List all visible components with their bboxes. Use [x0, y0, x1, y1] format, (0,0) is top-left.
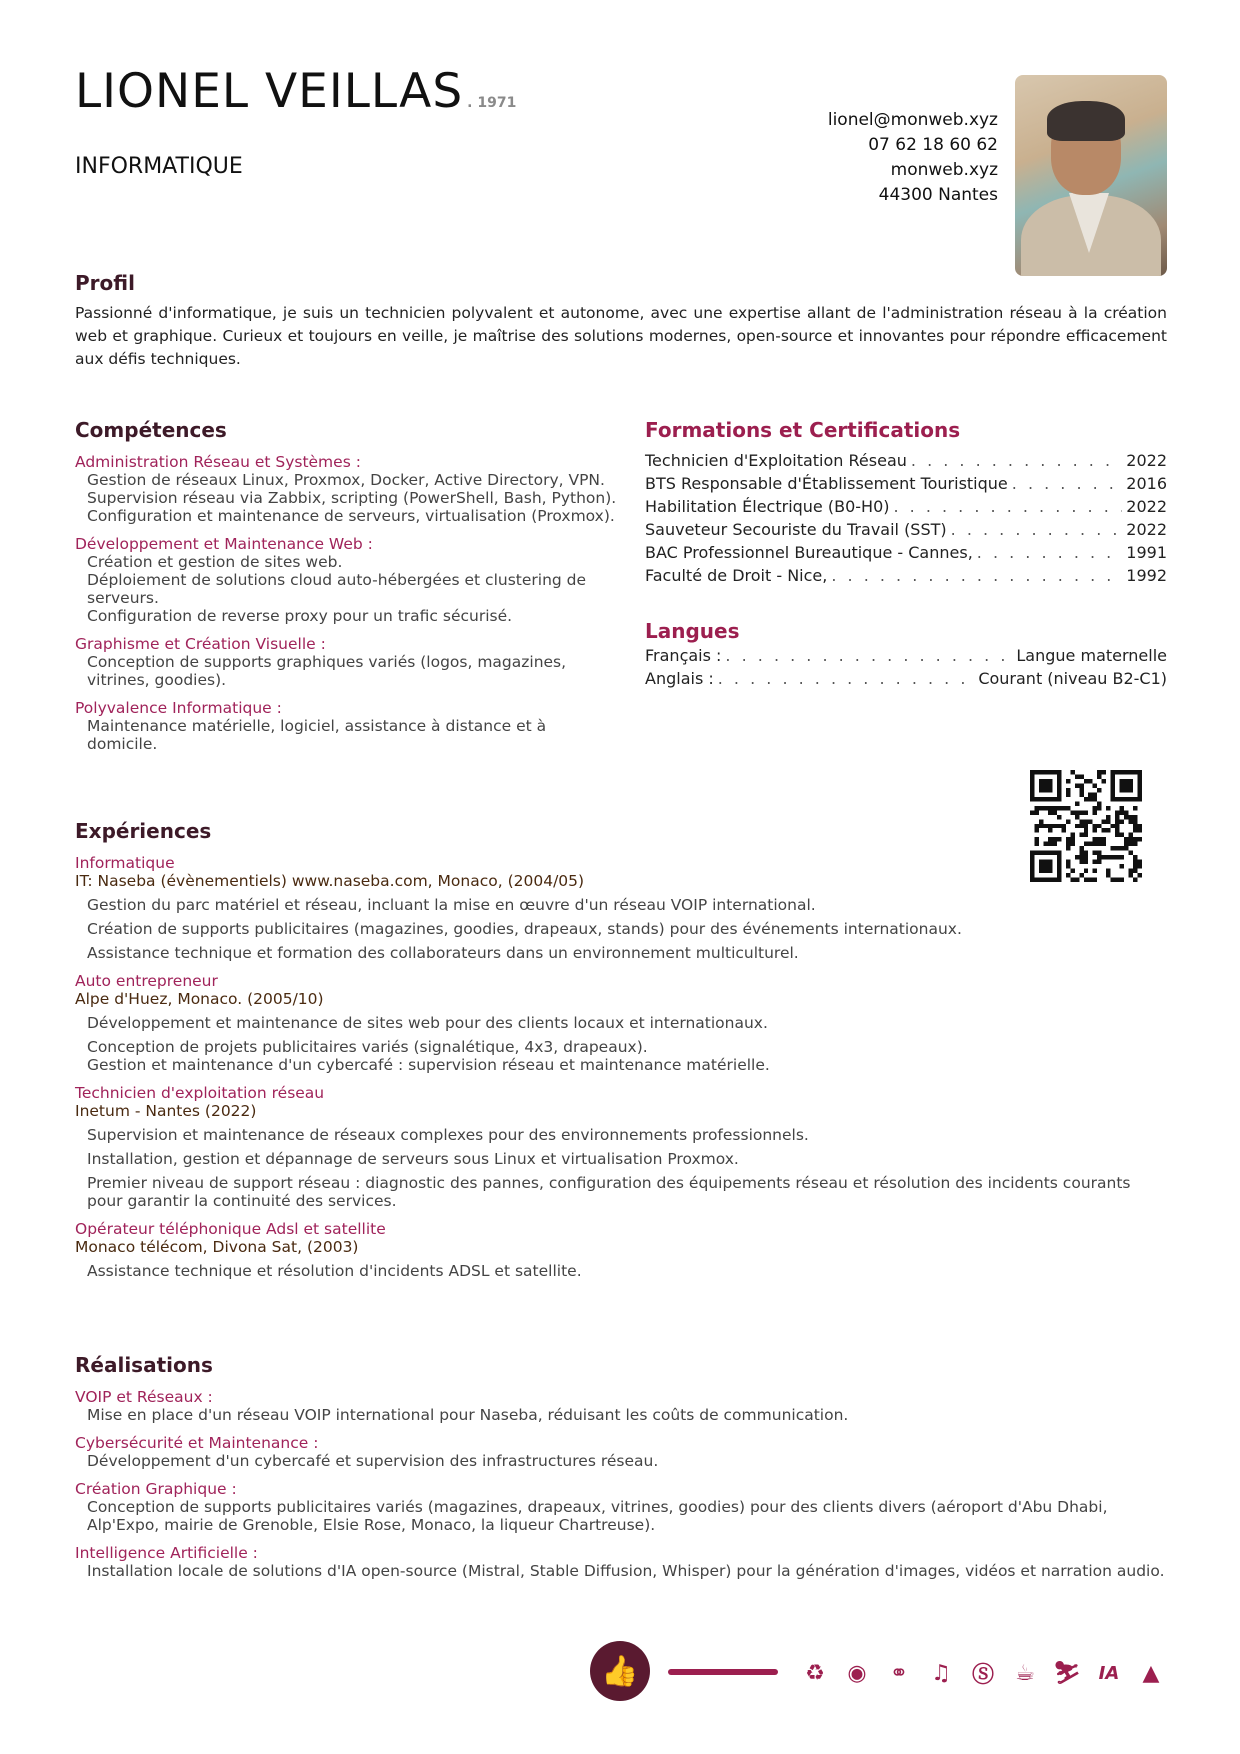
qr-module: [1039, 819, 1043, 823]
qr-module: [1039, 824, 1043, 828]
qr-module: [1048, 828, 1052, 832]
formation-row: [645, 564, 1167, 587]
job-company: Monaco télécom, Divona Sat, (2003): [75, 1238, 359, 1256]
wordpress-icon: Ⓢ: [971, 1662, 994, 1688]
achievements-list: [75, 1388, 1167, 1580]
qr-module: [1115, 810, 1119, 814]
qr-module: [1079, 846, 1083, 850]
qr-module: [1061, 828, 1065, 832]
qr-module: [1061, 806, 1065, 810]
achievement-item: Installation locale de solutions d'IA open-source (Mistral, Stable Diffusion, Whisper) pour la génération d'images, vidéos et narration audio.: [87, 1562, 1165, 1580]
profile-text: Passionné d'informatique, je suis un technicien polyvalent et autonome, avec une expertise allant de l'administration réseau à la création web et graphique. Curieux et toujours en veille, je maîtrise des solutions modernes, open-source et innovantes pour répondre efficacement aux défis techniques.: [75, 304, 1167, 368]
qr-module: [1124, 815, 1128, 819]
qr-module: [1097, 788, 1101, 792]
skill-item: Déploiement de solutions cloud auto-hébergées et clustering de serveurs.: [87, 571, 587, 607]
qr-module: [1093, 828, 1097, 832]
job-task: Création de supports publicitaires (magazines, goodies, drapeaux, stands) pour des événements internationaux.: [87, 920, 962, 938]
skill-group-title: Graphisme et Création Visuelle :: [75, 635, 326, 653]
qr-module: [1066, 846, 1070, 850]
formation-year: 2022: [1126, 520, 1167, 539]
achievements-heading: Réalisations: [75, 1353, 213, 1377]
qr-module: [1066, 842, 1070, 846]
qr-module: [1102, 842, 1106, 846]
qr-module: [1070, 810, 1074, 814]
job-task: Développement et maintenance de sites web pour des clients locaux et internationaux.: [87, 1014, 768, 1032]
job-task: Conception de projets publicitaires variés (signalétique, 4x3, drapeaux).: [87, 1038, 648, 1056]
skill-group-title: Développement et Maintenance Web :: [75, 535, 373, 553]
formation-year: 1991: [1126, 543, 1167, 562]
qr-module: [1079, 783, 1083, 787]
qr-module: [1066, 819, 1070, 823]
skill-item: Conception de supports graphiques variés (logos, magazines, vitrines, goodies).: [87, 653, 567, 689]
languages-list: [645, 644, 1167, 690]
qr-module: [1115, 819, 1119, 823]
qr-module: [1138, 824, 1142, 828]
achievement-item: Développement d'un cybercafé et supervision des infrastructures réseau.: [87, 1452, 659, 1470]
formation-row: [645, 518, 1167, 541]
qr-module: [1133, 819, 1137, 823]
qr-module: [1079, 819, 1083, 823]
skill-group-title: Polyvalence Informatique :: [75, 699, 282, 717]
hobbies-bar: [590, 1636, 1170, 1706]
qr-module: [1084, 828, 1088, 832]
qr-module: [1097, 774, 1101, 778]
qr-module: [1093, 806, 1097, 810]
qr-module: [1133, 837, 1137, 841]
job-title: Informatique: [75, 854, 175, 872]
skill-item: Création et gestion de sites web.: [87, 553, 343, 571]
formation-year: 2016: [1126, 474, 1167, 493]
qr-module: [1102, 828, 1106, 832]
linux-icon: ▲: [1142, 1660, 1160, 1686]
skill-group-title: Administration Réseau et Systèmes :: [75, 453, 361, 471]
job-task: Gestion et maintenance d'un cybercafé : supervision réseau et maintenance matérielle.: [87, 1056, 770, 1074]
skier-icon: ⛷: [1053, 1660, 1081, 1686]
qr-module: [1057, 806, 1061, 810]
qr-finder-center: [1039, 779, 1052, 792]
city: 44300 Nantes: [878, 185, 998, 205]
qr-module: [1070, 770, 1074, 774]
qr-module: [1088, 779, 1092, 783]
qr-module: [1093, 810, 1097, 814]
language-level: Langue maternelle: [1016, 646, 1167, 665]
formations-heading: Formations et Certifications: [645, 418, 961, 442]
qr-module: [1052, 806, 1056, 810]
qr-module: [1111, 824, 1115, 828]
language-row: [645, 667, 1167, 690]
qr-module: [1106, 815, 1110, 819]
qr-module: [1043, 824, 1047, 828]
qr-module: [1133, 806, 1137, 810]
formation-label: BAC Professionnel Bureautique - Cannes,: [645, 543, 973, 562]
qr-module: [1102, 779, 1106, 783]
formation-year: 2022: [1126, 451, 1167, 470]
formation-year: 1992: [1126, 566, 1167, 585]
job-company: Alpe d'Huez, Monaco. (2005/10): [75, 990, 324, 1008]
experiences-list: [75, 854, 1167, 1280]
qr-module: [1115, 815, 1119, 819]
job-title: Opérateur téléphonique Adsl et satellite: [75, 1220, 386, 1238]
qr-module: [1106, 828, 1110, 832]
qr-module: [1084, 779, 1088, 783]
recycle-icon: ♻: [805, 1660, 825, 1686]
qr-module: [1048, 806, 1052, 810]
qr-module: [1075, 824, 1079, 828]
qr-module: [1066, 788, 1070, 792]
qr-module: [1048, 842, 1052, 846]
formation-row: [645, 495, 1167, 518]
guitar-icon: ♫: [931, 1660, 951, 1686]
qr-module: [1129, 837, 1133, 841]
qr-module: [1057, 837, 1061, 841]
qr-module: [1102, 770, 1106, 774]
qr-module: [1129, 833, 1133, 837]
skills-heading: Compétences: [75, 418, 227, 442]
qr-module: [1048, 824, 1052, 828]
qr-module: [1093, 792, 1097, 796]
qr-module: [1102, 837, 1106, 841]
qr-module: [1133, 842, 1137, 846]
formation-row: [645, 449, 1167, 472]
qr-module: [1097, 801, 1101, 805]
qr-module: [1120, 846, 1124, 850]
language-level: Courant (niveau B2-C1): [978, 669, 1167, 688]
qr-module: [1111, 846, 1115, 850]
job-task: Gestion du parc matériel et réseau, incluant la mise en œuvre d'un réseau VOIP international.: [87, 896, 816, 914]
qr-module: [1097, 837, 1101, 841]
qr-module: [1088, 792, 1092, 796]
job-task: Assistance technique et résolution d'incidents ADSL et satellite.: [87, 1262, 582, 1280]
qr-module: [1066, 792, 1070, 796]
qr-module: [1066, 779, 1070, 783]
qr-module: [1093, 797, 1097, 801]
qr-module: [1106, 819, 1110, 823]
contact-block: [828, 108, 998, 208]
profile-photo: [1015, 75, 1167, 276]
qr-module: [1088, 797, 1092, 801]
qr-module: [1097, 806, 1101, 810]
qr-module: [1129, 819, 1133, 823]
qr-module: [1034, 837, 1038, 841]
qr-module: [1070, 837, 1074, 841]
candidate-name: [75, 64, 516, 119]
skill-item: Configuration et maintenance de serveurs, virtualisation (Proxmox).: [87, 507, 615, 525]
achievement-item: Conception de supports publicitaires variés (magazines, drapeaux, vitrines, goodies) pour des clients divers (aéroport d'Abu Dhabi, Alp'Expo, mairie de Grenoble, Elsie Rose, Monaco, la liqueur Chartreuse).: [87, 1498, 1108, 1534]
qr-module: [1084, 842, 1088, 846]
qr-module: [1079, 824, 1083, 828]
bicycle-icon: ⚭: [889, 1660, 909, 1686]
phone-number[interactable]: 07 62 18 60 62: [868, 135, 998, 155]
qr-module: [1034, 828, 1038, 832]
chef-hat-icon: ☕: [1015, 1660, 1035, 1686]
qr-module: [1039, 806, 1043, 810]
qr-module: [1084, 797, 1088, 801]
qr-module: [1138, 837, 1142, 841]
qr-module: [1079, 833, 1083, 837]
qr-module: [1093, 783, 1097, 787]
achievement-title: Cybersécurité et Maintenance :: [75, 1434, 319, 1452]
qr-module: [1088, 819, 1092, 823]
qr-module: [1133, 828, 1137, 832]
qr-module: [1075, 783, 1079, 787]
skill-item: Gestion de réseaux Linux, Proxmox, Docker, Active Directory, VPN.: [87, 471, 605, 489]
qr-module: [1057, 824, 1061, 828]
achievement-title: VOIP et Réseaux :: [75, 1388, 213, 1406]
skill-item: Configuration de reverse proxy pour un trafic sécurisé.: [87, 607, 513, 625]
qr-module: [1097, 770, 1101, 774]
qr-module: [1093, 837, 1097, 841]
qr-module: [1043, 842, 1047, 846]
language-label: Anglais :: [645, 669, 714, 688]
qr-module: [1079, 792, 1083, 796]
qr-module: [1124, 810, 1128, 814]
qr-module: [1120, 810, 1124, 814]
qr-module: [1030, 810, 1034, 814]
qr-module: [1043, 806, 1047, 810]
qr-module: [1070, 833, 1074, 837]
qr-finder-center: [1120, 779, 1133, 792]
achievement-item: Mise en place d'un réseau VOIP international pour Naseba, réduisant les coûts de communication.: [87, 1406, 849, 1424]
qr-module: [1070, 842, 1074, 846]
qr-module: [1088, 842, 1092, 846]
qr-module: [1052, 837, 1056, 841]
languages-heading: Langues: [645, 619, 740, 643]
qr-module: [1061, 824, 1065, 828]
formation-row: [645, 472, 1167, 495]
photo-hair: [1047, 101, 1125, 141]
job-task: Installation, gestion et dépannage de serveurs sous Linux et virtualisation Proxmox.: [87, 1150, 739, 1168]
skills-list: [75, 453, 620, 753]
formation-label: BTS Responsable d'Établissement Touristique: [645, 474, 1008, 493]
qr-module: [1124, 846, 1128, 850]
qr-module: [1052, 810, 1056, 814]
experiences-heading: Expériences: [75, 819, 212, 843]
job-title: Technicien d'exploitation réseau: [75, 1084, 325, 1102]
qr-module: [1129, 815, 1133, 819]
qr-module: [1097, 842, 1101, 846]
formation-label: Faculté de Droit - Nice,: [645, 566, 828, 585]
qr-module: [1052, 824, 1056, 828]
profile-heading: Profil: [75, 271, 135, 295]
birth-year: . 1971: [467, 95, 517, 111]
qr-module: [1133, 824, 1137, 828]
qr-module: [1075, 815, 1079, 819]
job-title: Auto entrepreneur: [75, 972, 218, 990]
job-task: Premier niveau de support réseau : diagnostic des pannes, configuration des équipements réseau et résolution des incidents courants pour garantir la continuité des services.: [87, 1174, 1131, 1210]
qr-module: [1057, 815, 1061, 819]
qr-module: [1120, 833, 1124, 837]
qr-module: [1120, 806, 1124, 810]
qr-module: [1048, 837, 1052, 841]
qr-module: [1034, 810, 1038, 814]
qr-module: [1075, 801, 1079, 805]
qr-module: [1102, 819, 1106, 823]
qr-module: [1084, 833, 1088, 837]
qr-module: [1124, 842, 1128, 846]
job-task: Supervision et maintenance de réseaux complexes pour des environnements professionnels.: [87, 1126, 809, 1144]
qr-module: [1115, 846, 1119, 850]
formation-label: Sauveteur Secouriste du Travail (SST): [645, 520, 947, 539]
qr-module: [1079, 788, 1083, 792]
qr-module: [1034, 806, 1038, 810]
skill-item: Maintenance matérielle, logiciel, assistance à distance et à domicile.: [87, 717, 547, 753]
website-link[interactable]: monweb.xyz: [890, 160, 998, 180]
qr-module: [1115, 828, 1119, 832]
name-text: LIONEL VEILLAS: [75, 64, 464, 119]
formations-list: [645, 449, 1167, 587]
job-company: Inetum - Nantes (2022): [75, 1102, 257, 1120]
qr-module: [1075, 774, 1079, 778]
formation-year: 2022: [1126, 497, 1167, 516]
qr-module: [1084, 824, 1088, 828]
qr-module: [1129, 842, 1133, 846]
globe-icon: ◉: [847, 1660, 867, 1686]
qr-module: [1124, 837, 1128, 841]
email-link[interactable]: lionel@monweb.xyz: [827, 110, 998, 130]
qr-module: [1048, 810, 1052, 814]
hobbies-divider: [668, 1669, 778, 1675]
qr-module: [1066, 837, 1070, 841]
thumbs-up-icon: 👍: [590, 1641, 650, 1701]
job-task: Assistance technique et formation des collaborateurs dans un environnement multiculturel.: [87, 944, 799, 962]
qr-module: [1075, 810, 1079, 814]
qr-module: [1079, 810, 1083, 814]
qr-module: [1120, 819, 1124, 823]
qr-module: [1093, 824, 1097, 828]
language-row: [645, 644, 1167, 667]
achievement-title: Création Graphique :: [75, 1480, 237, 1498]
language-label: Français :: [645, 646, 722, 665]
job-title: INFORMATIQUE: [75, 154, 243, 179]
formation-label: Habilitation Électrique (B0-H0): [645, 497, 890, 516]
qr-module: [1052, 842, 1056, 846]
qr-module: [1106, 806, 1110, 810]
qr-module: [1034, 842, 1038, 846]
qr-module: [1138, 828, 1142, 832]
qr-module: [1084, 810, 1088, 814]
formation-row: [645, 541, 1167, 564]
achievement-title: Intelligence Artificielle :: [75, 1544, 258, 1562]
skill-item: Supervision réseau via Zabbix, scripting (PowerShell, Bash, Python).: [87, 489, 617, 507]
qr-module: [1084, 819, 1088, 823]
qr-module: [1097, 824, 1101, 828]
ai-icon: IA: [1098, 1662, 1120, 1684]
qr-module: [1115, 833, 1119, 837]
formation-label: Technicien d'Exploitation Réseau: [645, 451, 907, 470]
qr-module: [1034, 824, 1038, 828]
qr-module: [1066, 806, 1070, 810]
qr-module: [1079, 774, 1083, 778]
qr-module: [1115, 824, 1119, 828]
job-company: IT: Naseba (évènementiels) www.naseba.com, Monaco, (2004/05): [75, 872, 585, 890]
qr-module: [1093, 842, 1097, 846]
qr-module: [1133, 815, 1137, 819]
